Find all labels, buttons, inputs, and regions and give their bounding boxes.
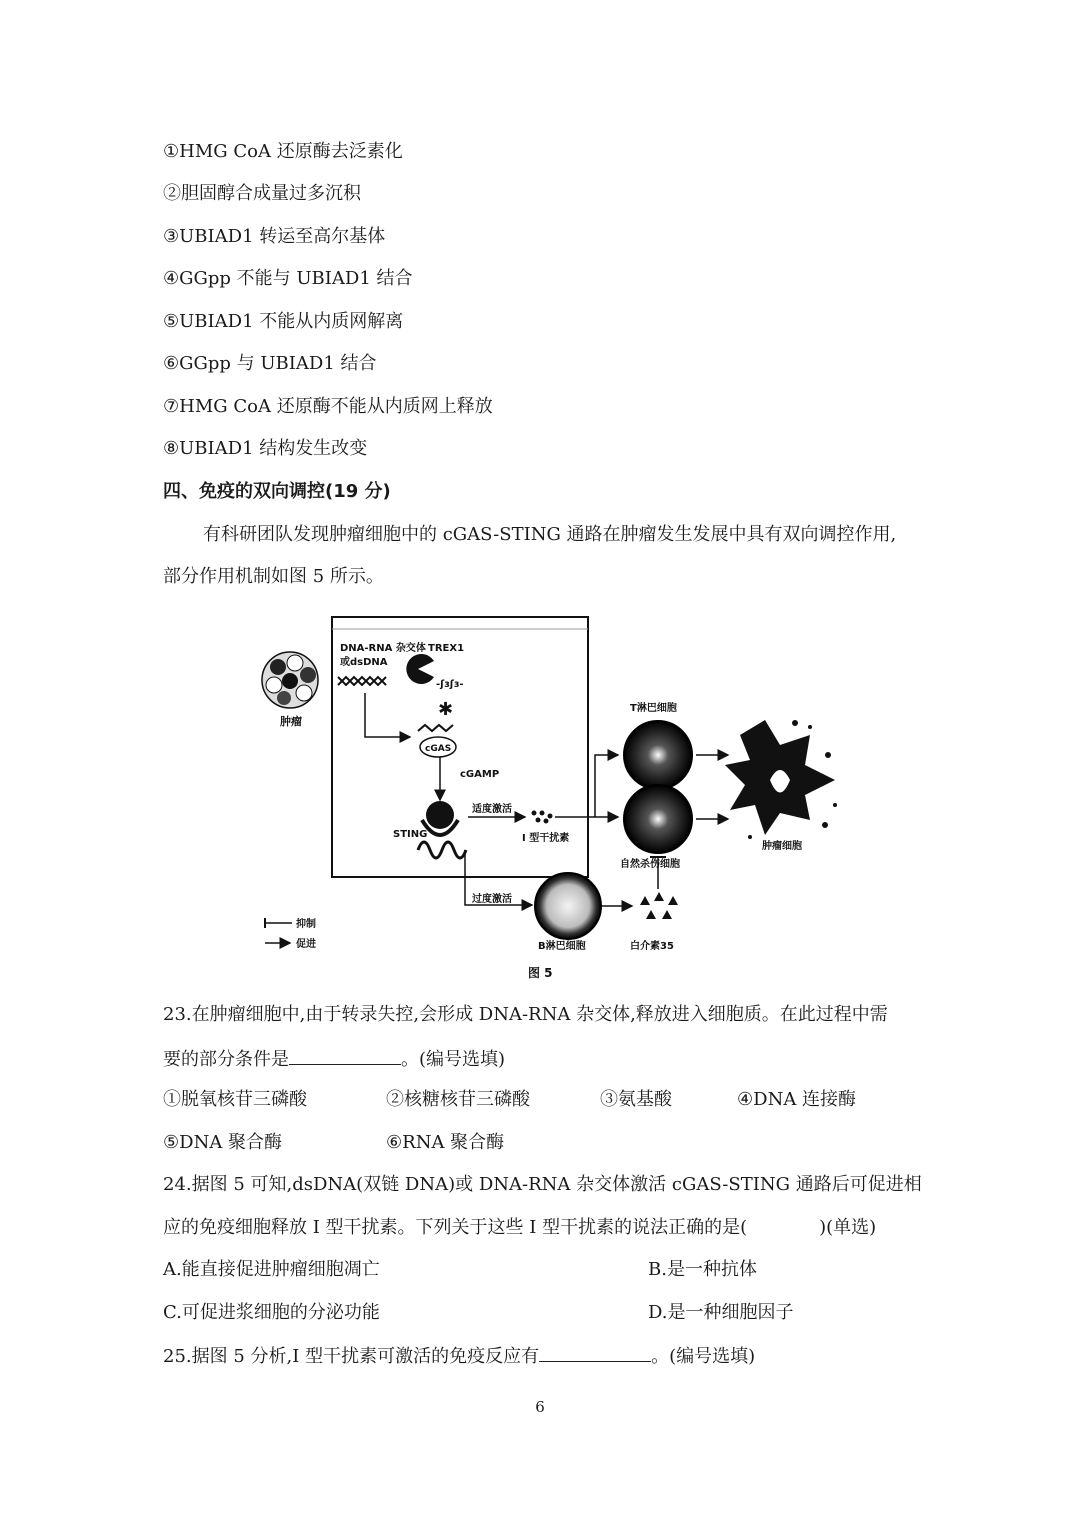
figure-5-diagram <box>250 605 850 995</box>
section-heading: 四、免疫的双向调控(19 分) <box>163 481 391 502</box>
list-item: ①HMG CoA 还原酶去泛素化 <box>163 141 403 162</box>
q24-option-a: A.能直接促进肿瘤细胞凋亡 <box>163 1259 380 1280</box>
b-cell-icon <box>535 873 601 939</box>
q23-option: ①脱氧核苷三磷酸 <box>163 1089 307 1110</box>
figure-caption: 图 5 <box>528 966 553 980</box>
label-moderate-activation: 适度激活 <box>472 804 512 815</box>
label-interferon: I 型干扰素 <box>522 833 570 844</box>
svg-text:✱: ✱ <box>438 699 454 720</box>
t-cell-icon <box>624 721 692 789</box>
list-item: ⑤UBIAD1 不能从内质网解离 <box>163 311 404 332</box>
q23-option: ⑥RNA 聚合酶 <box>386 1132 505 1153</box>
label-tumor-cell: 肿瘤细胞 <box>762 841 802 852</box>
q23-option: ②核糖核苷三磷酸 <box>386 1089 530 1110</box>
list-item: ⑧UBIAD1 结构发生改变 <box>163 438 368 459</box>
il35-triangles-icon <box>640 892 678 919</box>
label-cgamp: cGAMP <box>460 769 500 780</box>
q24-option-c: C.可促进浆细胞的分泌功能 <box>163 1302 380 1323</box>
q24-line-1: 24.据图 5 可知,dsDNA(双链 DNA)或 DNA-RNA 杂交体激活 cGAS-STING 通路后可促进相 <box>163 1174 922 1195</box>
page-number: 6 <box>535 1398 545 1416</box>
list-item: ⑥GGpp 与 UBIAD1 结合 <box>163 353 377 374</box>
label-excessive-activation: 过度激活 <box>472 894 512 905</box>
label-hybrid-2: 或dsDNA <box>340 657 388 668</box>
list-item: ③UBIAD1 转运至高尔基体 <box>163 226 386 247</box>
label-il35: 白介素35 <box>630 941 674 952</box>
legend-inhibit: 抑制 <box>296 919 316 930</box>
list-item: ②胆固醇合成量过多沉积 <box>163 183 361 204</box>
label-trex1: TREX1 <box>428 643 465 654</box>
label-hybrid-1: DNA-RNA 杂交体 <box>340 643 426 654</box>
label-tumor: 肿瘤 <box>280 715 302 728</box>
q24-option-b: B.是一种抗体 <box>648 1259 757 1280</box>
intro-line-2: 部分作用机制如图 5 所示。 <box>163 566 384 587</box>
label-t-cell: T淋巴细胞 <box>630 703 677 714</box>
q23-answer-blank[interactable] <box>289 1046 401 1065</box>
q24-option-d: D.是一种细胞因子 <box>648 1302 794 1323</box>
label-nk-cell: 自然杀伤细胞 <box>620 859 680 870</box>
q25-answer-blank[interactable] <box>539 1343 651 1362</box>
q23-line-1: 23.在肿瘤细胞中,由于转录失控,会形成 DNA-RNA 杂交体,释放进入细胞质。在此过程中需 <box>163 1004 888 1025</box>
label-b-cell: B淋巴细胞 <box>538 941 586 952</box>
svg-text:-ʃɜʃɜ-: -ʃɜʃɜ- <box>436 679 464 690</box>
q24-line-2: 应的免疫细胞释放 I 型干扰素。下列关于这些 I 型干扰素的说法正确的是( )(单选) <box>163 1217 877 1238</box>
intro-line-1: 有科研团队发现肿瘤细胞中的 cGAS-STING 通路在肿瘤发生发展中具有双向调控作用, <box>203 524 897 545</box>
q23-option: ⑤DNA 聚合酶 <box>163 1132 283 1153</box>
label-sting: STING <box>393 829 428 840</box>
tumor-cell-icon <box>725 720 837 839</box>
list-item: ⑦HMG CoA 还原酶不能从内质网上释放 <box>163 396 493 417</box>
label-cgas: cGAS <box>425 744 452 754</box>
q23-line-2: 要的部分条件是 。(编号选填) <box>163 1046 505 1072</box>
nk-cell-icon <box>624 785 692 853</box>
tumor-cluster-icon <box>262 652 318 708</box>
legend-promote: 促进 <box>296 939 316 950</box>
q23-option: ④DNA 连接酶 <box>737 1089 857 1110</box>
q23-option: ③氨基酸 <box>600 1089 672 1110</box>
q25-line: 25.据图 5 分析,I 型干扰素可激活的免疫反应有 。(编号选填) <box>163 1343 755 1369</box>
list-item: ④GGpp 不能与 UBIAD1 结合 <box>163 268 413 289</box>
